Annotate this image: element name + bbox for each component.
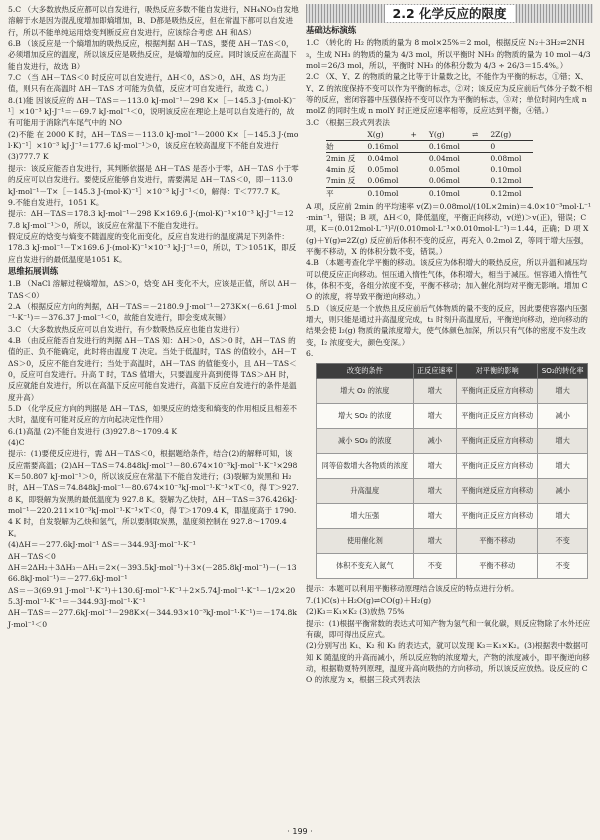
answer-paragraph: 1.B （NaCl 溶解过程熵增加，ΔS＞0，焓变 ΔH 变化不大，应该是正值，所以 ΔH－TΔS＜0） xyxy=(8,279,298,300)
ice-cell: 0.06mol xyxy=(367,175,410,187)
ice-cell: 0.16mol xyxy=(367,141,410,153)
table-cell: 使用催化剂 xyxy=(317,529,414,554)
ice-cell xyxy=(472,164,490,175)
answer-paragraph: 2.A （根据反应方向的判据，ΔH－TΔS＝－2180.9 J·mol⁻¹－273K×(－6.61 J·mol⁻¹·K⁻¹)＝－376.37 J·mol⁻¹＜0，故能自发进行，即会变成灰锡） xyxy=(8,301,297,323)
ice-header-cell: 2Z(g) xyxy=(490,129,533,141)
table-cell: 增大 xyxy=(538,379,588,404)
ice-cell: 2min 反 xyxy=(326,154,356,164)
ice-table xyxy=(326,129,533,199)
answer-paragraph: ΔS＝－3(69.91 J·mol⁻¹·K⁻¹)＋130.6J·mol⁻¹·K⁻¹＋2×5.74J·mol⁻¹·K⁻¹－1/2×205.3J·mol⁻¹·K⁻¹＝－344.93J·mol⁻¹·K⁻¹ xyxy=(8,585,296,606)
ice-cell xyxy=(410,164,428,175)
table-cell: 平衡向正反应方向移动 xyxy=(456,504,537,529)
table-row xyxy=(317,379,588,404)
answer-paragraph: (2)K₃＝K₁×K₂ (3)放热 75% xyxy=(306,607,405,617)
table-cell: 增大 xyxy=(538,429,588,454)
right-answers-part3 xyxy=(306,583,593,685)
left-column xyxy=(8,4,299,630)
answer-paragraph: 1.C （转化的 H₂ 的物质的量为 8 mol×25%＝2 mol，根据反应 N₂＋3H₂⇌2NH₃，生成 NH₃ 的物质的量为 4/3 mol，所以平衡时 NH₃ 的物质的量为 10 mol－4/3 mol＝26/3 mol，所以，平衡时 NH₃ 的体积分数为 4/3 ÷ 26/3＝15.4%。） xyxy=(306,38,591,71)
table-cell: 增大 SO₂ 的浓度 xyxy=(317,404,414,429)
table-cell: 平衡向正反应方向移动 xyxy=(456,404,537,429)
answer-paragraph: 6. xyxy=(306,349,314,359)
answer-paragraph: 178.3 kJ·mol⁻¹－T×169.6 J·(mol·K)⁻¹×10⁻³ kJ·J⁻¹＝0，所以，T＞1051K，即反应自发进行的最低温度是1051 K。 xyxy=(8,243,297,264)
ice-cell: 4min 反 xyxy=(326,165,356,175)
answer-paragraph: 提示：(1)要使反应进行，需 ΔH－TΔS＜0，根据题给条件，结合(2)的解释可知，该反应需要高温；(2)ΔH－TΔS＝74.848kJ·mol⁻¹－80.674×10⁻³kJ·mol⁻¹·K⁻¹×298K＝50.807 kJ·mol⁻¹＞0，所以该反应在常温下不能自发进行；(3)裂解为炭黑和 H₂ 时，ΔH－TΔS＝74.848kJ·mol⁻¹－80.674×10⁻³kJ·mol⁻¹·K⁻¹×T＜0，得 T＞927.8 K，即裂解为炭黑的最低温度为 927.8 K。裂解为乙炔时，ΔH－TΔS＝376.426kJ·mol⁻¹－220.211×10⁻³kJ·mol⁻¹·K⁻¹×T＜0，得 T＞1709.4 K，即温度高于 1790.4 K 时，自发裂解为乙炔和氢气，所以要制取炭黑，温度须控制在 927.8～1709.4 K。 xyxy=(8,449,299,538)
answer-paragraph: ΔH－TΔS＝－277.6kJ·mol⁻¹－298K×(－344.93×10⁻³kJ·mol⁻¹·K⁻¹)＝－174.8kJ·mol⁻¹＜0 xyxy=(8,608,297,629)
answer-paragraph: 9.不能自发进行，1051 K。 xyxy=(8,197,104,207)
table-cell: 增大 xyxy=(413,479,456,504)
right-answers-part2 xyxy=(306,201,593,360)
answer-paragraph: 提示：(1)根据平衡常数的表达式可知产物为氢气和一氧化碳，则反应物除了水外还应有碳，即可得出反应式。 xyxy=(306,618,591,639)
table-header-cell: 改变的条件 xyxy=(317,364,414,379)
table-cell: 升高温度 xyxy=(317,479,414,504)
ice-header-cell xyxy=(326,129,367,141)
answer-paragraph: 2.C （X、Y、Z 的物质的量之比等于计量数之比，不能作为平衡的标志，①错；X、Y、Z 的浓度保持不变可以作为平衡的标志，②对；该反应为反应前后气体分子数不相等的反应，密闭容器中压强保持不变可以作为平衡的标志，③对；单位时间内生成 n molZ 的同时生成 n molY 时正逆反应速率相等，反应达到平衡，④错。） xyxy=(306,72,593,116)
answer-paragraph: (4)C xyxy=(8,438,25,448)
right-answers-part1 xyxy=(306,37,593,128)
answer-paragraph: 6.(1)高温 (2)不能自发进行 (3)927.8～1709.4 K xyxy=(8,426,178,436)
table-cell: 增大 xyxy=(413,529,456,554)
answer-paragraph: ΔH－TΔS＜0 xyxy=(8,551,56,561)
ice-header-cell: X(g) xyxy=(367,129,410,141)
answer-paragraph: 5.D （该反应是一个放热且反应前后气体物质的量不变的反应，因此要使容器内压强增大，则只能是通过升高温度完成，t₁ 时刻升高温度后，平衡逆向移动，逆向移动的结果会使 I₂(g) 物质的量浓度增大，使气体颜色加深，所以只有气体的密度不发生改变，I₂ 浓度变大，颜色变深。） xyxy=(306,303,588,347)
table-cell: 平衡向正反应方向移动 xyxy=(456,379,537,404)
ice-cell: 0.05mol xyxy=(428,165,460,175)
table-cell: 增大 xyxy=(413,404,456,429)
table-row xyxy=(317,404,588,429)
left-answers-thinking xyxy=(8,278,299,630)
table-cell: 增大 xyxy=(538,504,588,529)
table-cell: 同等倍数增大各物质的浓度 xyxy=(317,454,414,479)
table-row xyxy=(317,529,588,554)
ice-cell xyxy=(472,175,490,187)
table-cell: 增大 xyxy=(538,454,588,479)
ice-cell xyxy=(472,187,490,199)
ice-header-cell: Y(g) xyxy=(429,129,472,141)
ice-cell: 始 xyxy=(326,141,367,153)
table-cell: 不变 xyxy=(538,529,588,554)
ice-cell: 7min 反 xyxy=(326,175,367,187)
section-heading-basic: 基础达标演练 xyxy=(306,25,357,35)
table-header-cell: SO₂的转化率 xyxy=(538,364,588,379)
answer-paragraph: 6.B （该反应是一个熵增加的吸热反应，根据判据 ΔH－TΔS，要使 ΔH－TΔS＜0，必须增加反应的温度，所以该反应是吸热反应，是熵增加的反应。同时该反应在高温下能自发进行，故选 B） xyxy=(8,39,297,71)
table-cell: 不变 xyxy=(538,554,588,579)
ice-cell: 0.05mol xyxy=(367,165,399,175)
ice-cell: 0.10mol xyxy=(367,188,399,198)
answer-paragraph: (4)ΔH＝－277.6kJ·mol⁻¹ ΔS＝－344.93J·mol⁻¹·K⁻¹ xyxy=(8,540,196,550)
ice-cell: 0.04mol xyxy=(367,154,399,164)
section-title: 2.2 化学反应的限度 xyxy=(385,5,515,22)
table-cell: 增大 xyxy=(413,454,456,479)
answer-paragraph: 4.B （由反应能否自发进行的判据 ΔH－TΔS 知：ΔH＞0，ΔS＞0 时，ΔH－TΔS 的值的正、负不能确定，此时将由温度 T 决定。当处于低温时，TΔS 的值较小，ΔH－TΔS＞0，反应不能自发进行；当处于高温时，ΔH－TΔS 的值能变小，且 ΔH－TΔS＜0，反应可自发进行。升高 T 时，TΔS 值增大，只要温度升高到使得 TΔS＞ΔH 时，反应就能自发进行，所以在高温下反应可能自发进行，高温下反应自发进行的条件是温度升高） xyxy=(8,335,297,402)
table-row xyxy=(317,479,588,504)
ice-cell: 0.04mol xyxy=(428,154,460,164)
ice-cell: 平 xyxy=(326,188,334,198)
ice-cell: 0.12mol xyxy=(490,175,533,187)
table-row xyxy=(317,454,588,479)
answer-paragraph: (3)777.7 K xyxy=(8,152,49,162)
section-title-bar xyxy=(306,4,593,23)
table-row xyxy=(317,504,588,529)
answer-paragraph: (2)不能 在 2000 K 时，ΔH－TΔS＝－113.0 kJ·mol⁻¹－2000 K×［－145.3 J·(mol·K)⁻¹］×10⁻³ kJ·J⁻¹＝177.6 kJ·mol⁻¹＞0，该反应在较高温度下不能自发进行 xyxy=(8,129,299,151)
section-heading-thinking: 思维拓展训练 xyxy=(8,265,59,276)
answer-paragraph: 7.C （当 ΔH－TΔS＜0 时反应可以自发进行，ΔH＜0，ΔS＞0，ΔH、ΔS 均为正值，则只有在高温时 ΔH－TΔS 才可能为负值，反应才可自发进行，故选 C。） xyxy=(8,73,286,94)
ice-cell: 0 xyxy=(490,141,533,153)
table-cell: 平衡向逆反应方向移动 xyxy=(456,479,537,504)
table-cell: 增大压强 xyxy=(317,504,414,529)
table-row xyxy=(317,429,588,454)
answer-paragraph: 3.C （大多数放热反应可以自发进行，有少数吸热反应也能自发进行） xyxy=(8,324,244,334)
table-cell: 不变 xyxy=(413,554,456,579)
answer-paragraph: 7.(1)C(s)＋H₂O(g)⇌CO(g)＋H₂(g) xyxy=(306,595,432,605)
ice-cell: 0.06mol xyxy=(429,175,472,187)
table-cell: 平衡向正反应方向移动 xyxy=(456,454,537,479)
table-cell: 平衡不移动 xyxy=(456,554,537,579)
answer-paragraph: 提示：该反应能否自发进行，其判断依据是 ΔH－TΔS 是否小于零，ΔH－TΔS 小于零的反应可以自发进行。要使反应能够自发进行，需要满足 ΔH－TΔS＜0，即－113.0 kJ·mol⁻¹－T×［－145.3 J·(mol·K)⁻¹］×10⁻³ kJ·J⁻¹＜0，解得：T＜777.7 K。 xyxy=(8,163,299,196)
answer-paragraph: 3.C （根据三段式列表法 xyxy=(306,117,390,127)
ice-cell xyxy=(410,187,428,199)
ice-cell xyxy=(472,141,490,153)
table-cell: 增大 O₂ 的浓度 xyxy=(317,379,414,404)
answer-paragraph: 4.B （本题考查化学平衡的移动。该反应为体积增大的吸热反应，所以升温和减压均可以使反应正向移动。恒压通入惰性气体，体积增大，相当于减压。恒容通入惰性气体，体积不变，各组分浓度不变，平衡不移动；加入催化剂均对平衡无影响。增加 CO 的浓度，将导致平衡逆向移动。） xyxy=(306,258,588,302)
ice-cell xyxy=(410,153,428,165)
table-cell: 增大 xyxy=(413,504,456,529)
table-cell: 平衡不移动 xyxy=(456,529,537,554)
ice-cell xyxy=(410,175,428,187)
answer-paragraph: 提示：ΔH－TΔS＝178.3 kJ·mol⁻¹－298 K×169.6 J·(mol·K)⁻¹×10⁻³ kJ·J⁻¹＝127.8 kJ·mol⁻¹＞0，所以，该反应在常温下不能自发进行。 xyxy=(8,209,294,230)
answer-paragraph: A 项，反应前 2min 的平均速率 v(Z)＝0.08mol/(10L×2min)＝4.0×10⁻³mol·L⁻¹·min⁻¹，错误；B 项，ΔH＜0，降低温度，平衡正向移动，v(逆)＞v(正)，错误；C 项，K＝(0.012mol·L⁻¹)²/(0.010mol·L⁻¹×0.010mol·L⁻¹)＝1.44，正确；D 项 X(g)＋Y(g)⇌2Z(g) 反应前后体积不变的反应，再充入 0.2mol Z，等同于增大压强，平衡不移动，X 的体积分数不变，错误。） xyxy=(306,201,591,257)
ice-cell xyxy=(472,153,490,165)
answer-paragraph: 8.(1)能 因该反应的 ΔH－TΔS＝－113.0 kJ·mol⁻¹－298 K×［－145.3 J·(mol·K)⁻¹］×10⁻³ kJ·J⁻¹＝－69.7 kJ·mol⁻¹＜0，说明该反应在理论上是可以自发进行的，故有可能用于消除汽车尾气中的 NO xyxy=(8,95,297,128)
table-cell: 减小 xyxy=(538,479,588,504)
ice-cell xyxy=(410,141,428,153)
answer-paragraph: 提示：本题可以利用平衡移动原理结合该反应的特点进行分析。 xyxy=(306,584,519,594)
ice-cell: 0.08mol xyxy=(490,154,522,164)
ice-cell: 0.10mol xyxy=(490,165,522,175)
equilibrium-table xyxy=(316,363,588,579)
left-answers-basic xyxy=(8,4,299,265)
answer-paragraph: 5.D （化学反应方向的判据是 ΔH－TΔS，如果反应的焓变和熵变的作用相反且相差不大时，温度有可能对反应的方向起决定性作用） xyxy=(8,404,298,425)
answer-paragraph: 5.C （大多数放热反应都可以自发进行，吸热反应多数不能自发进行，NH₄NO₃自发地溶解于水是因为混乱度增加即熵增加，B、D都是吸热反应，但在常温下都可以自发进行，所以不能单纯运用焓变判断反应自发进行，应该综合考虑 ΔH 和ΔS） xyxy=(8,5,299,37)
table-cell: 减小 xyxy=(538,404,588,429)
table-cell: 体积不变充入氮气 xyxy=(317,554,414,579)
table-cell: 减小 SO₃ 的浓度 xyxy=(317,429,414,454)
answer-paragraph: 假定反应的焓变与熵变不随温度的变化而变化，反应自发进行的温度满足下列条件： xyxy=(8,231,289,241)
table-header-cell: 对平衡的影响 xyxy=(456,364,537,379)
ice-cell: 0.10mol xyxy=(428,188,460,198)
table-row xyxy=(317,554,588,579)
page-number: · 199 · xyxy=(287,827,313,836)
table-cell: 增大 xyxy=(413,379,456,404)
ice-cell: 0.16mol xyxy=(429,141,472,153)
table-cell: 平衡向正反应方向移动 xyxy=(456,429,537,454)
right-column xyxy=(306,4,593,686)
ice-header-cell: + xyxy=(410,129,428,141)
answer-paragraph: (2)分别写出 K₁、K₂ 和 K₃ 的表达式，就可以发现 K₃＝K₁×K₂。(3)根据表中数据可知 K 随温度的升高而减小，所以反应物的浓度增大，产物的浓度减小，即平衡逆向移动，根据勒夏特列原理，温度升高向吸热的方向移动，所以该反应放热。设反应的 CO 的浓度为 x，根据三段式列表法 xyxy=(306,641,590,685)
ice-header-cell: ⇌ xyxy=(472,129,490,141)
answer-paragraph: ΔH＝2ΔH₂＋3ΔH₃－ΔH₁＝2×(－393.5kJ·mol⁻¹)＋3×(－285.8kJ·mol⁻¹)－(－1366.8kJ·mol⁻¹)＝－277.6kJ·mol⁻¹ xyxy=(8,562,297,584)
table-header-cell: 正反应速率 xyxy=(413,364,456,379)
table-cell: 减小 xyxy=(413,429,456,454)
ice-cell: 0.12mol xyxy=(490,188,522,198)
